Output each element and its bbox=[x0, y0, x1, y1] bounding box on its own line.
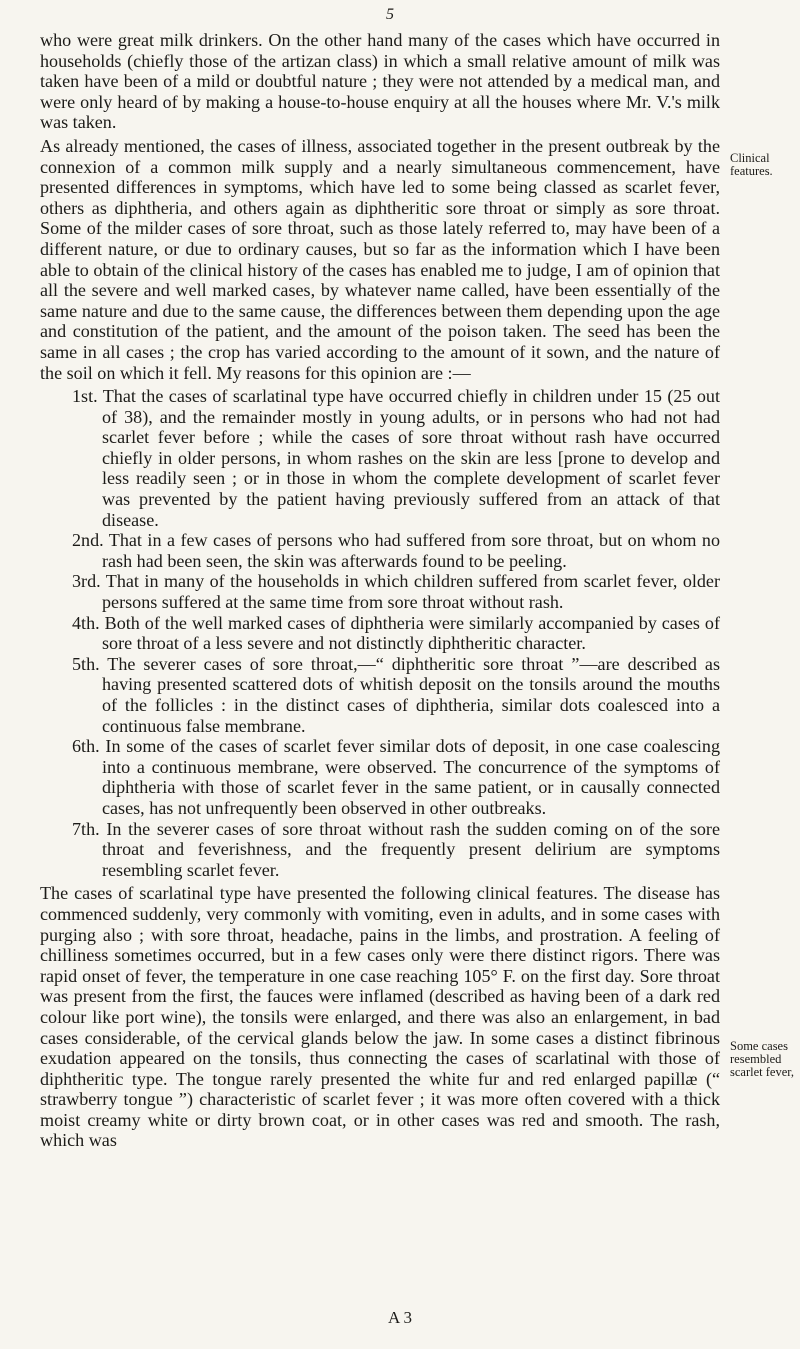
reason-item: 7th. In the severer cases of sore throat without rash the sudden coming on of the sore throat and feverishness, and the frequently present delirium are symptoms resembling scarlet fever. bbox=[72, 818, 720, 880]
reason-item: 1st. That the cases of scarlatinal type have occurred chiefly in children under 15 (25 out of 38), and the remainder mostly in young adults, or in persons who had not had scarlet fever before ; while the cases of sore throat without rash have occurred chiefly in older persons, in whom rashes on the skin are less [prone to develop and less readily seen ; or in those in whom the complete development of scarlet fever was prevented by the patient having previously suffered from an attack of that disease. bbox=[72, 386, 720, 530]
reason-item: 5th. The severer cases of sore throat,—“ diphtheritic sore throat ”—are described as having presented scattered dots of whitish deposit on the tonsils around the mouths of the follicles : in the distinct cases of diphtheria, similar dots coalesced into a continuous false membrane. bbox=[72, 653, 720, 736]
reason-item: 6th. In some of the cases of scarlet fever similar dots of deposit, in one case coalescing into a continuous membrane, were observed. The concurrence of the symptoms of diphtheria with those of scarlet fever in the same patient, or in causally connected cases, has not unfrequently been observed in other outbreaks. bbox=[72, 736, 720, 818]
reasons-list bbox=[40, 386, 720, 880]
reason-item: 4th. Both of the well marked cases of diphtheria were similarly accompanied by cases of sore throat of a less severe and not distinctly diphtheritic character. bbox=[72, 612, 720, 654]
reason-item: 3rd. That in many of the households in which children suffered from scarlet fever, older persons suffered at the same time from sore throat without rash. bbox=[72, 571, 720, 613]
paragraph-milk-drinkers: who were great milk drinkers. On the other hand many of the cases which have occurred in households (chiefly those of the artizan class) in which a small relative amount of milk was taken have been of a mild or doubtful nature ; they were not attended by a medical man, and were only heard of by making a house-to-house enquiry at all the houses where Mr. V.'s milk was taken. bbox=[40, 30, 720, 133]
page-number: 5 bbox=[386, 6, 394, 23]
body-text bbox=[40, 30, 720, 1151]
signature-mark: A 3 bbox=[387, 1308, 413, 1327]
paragraph-opinion: As already mentioned, the cases of illness, associated together in the present outbreak by the connexion of a common milk supply and a nearly simultaneous commencement, have presented differences in symptoms, which have led to some being classed as scarlet fever, others as diphtheria, and others again as diphtheritic sore throat or simply as sore throat. Some of the milder cases of sore throat, such as those lately referred to, may have been of a different nature, or due to ordinary causes, but so far as the information which I have been able to obtain of the clinical history of the cases has enabled me to judge, I am of opinion that all the severe and well marked cases, by whatever name called, have been essentially of the same nature and due to the same cause, the differences between them depending upon the age and constitution of the patient, and the amount of the poison taken. The seed has been the same in all cases ; the crop has varied according to the amount of it sown, and the nature of the soil on which it fell. My reasons for this opinion are :— bbox=[40, 135, 720, 383]
reason-item: 2nd. That in a few cases of persons who had suffered from sore throat, but on whom no rash had been seen, the skin was afterwards found to be peeling. bbox=[72, 530, 720, 571]
margin-note-clinical-features: Clinical features. bbox=[730, 151, 773, 178]
paragraph-clinical-features: The cases of scarlatinal type have presented the following clinical features. The disease has commenced suddenly, very commonly with vomiting, even in adults, and in some cases with purging also ; with sore throat, headache, pains in the limbs, and prostration. A feeling of chilliness sometimes occurred, but in a few cases only were there distinct rigors. There was rapid onset of fever, the temperature in one case reaching 105° F. on the first day. Sore throat was present from the first, the fauces were inflamed (described as having been of a dark red colour like port wine), the tonsils were enlarged, and there was also an enlargement, in bad cases considerable, of the cervical glands below the jaw. In some cases a distinct fibrinous exudation appeared on the tonsils, thus connecting the cases of scarlatinal with those of diphtheritic type. The tongue rarely presented the white fur and red enlarged papillæ (“ strawberry tongue ”) characteristic of scarlet fever ; it was more often covered with a thick moist creamy white or dirty brown coat, or in other cases was red and smooth. The rash, which was bbox=[40, 883, 720, 1151]
margin-note-scarlet-fever: Some cases resembled scarlet fever, bbox=[730, 1039, 795, 1079]
